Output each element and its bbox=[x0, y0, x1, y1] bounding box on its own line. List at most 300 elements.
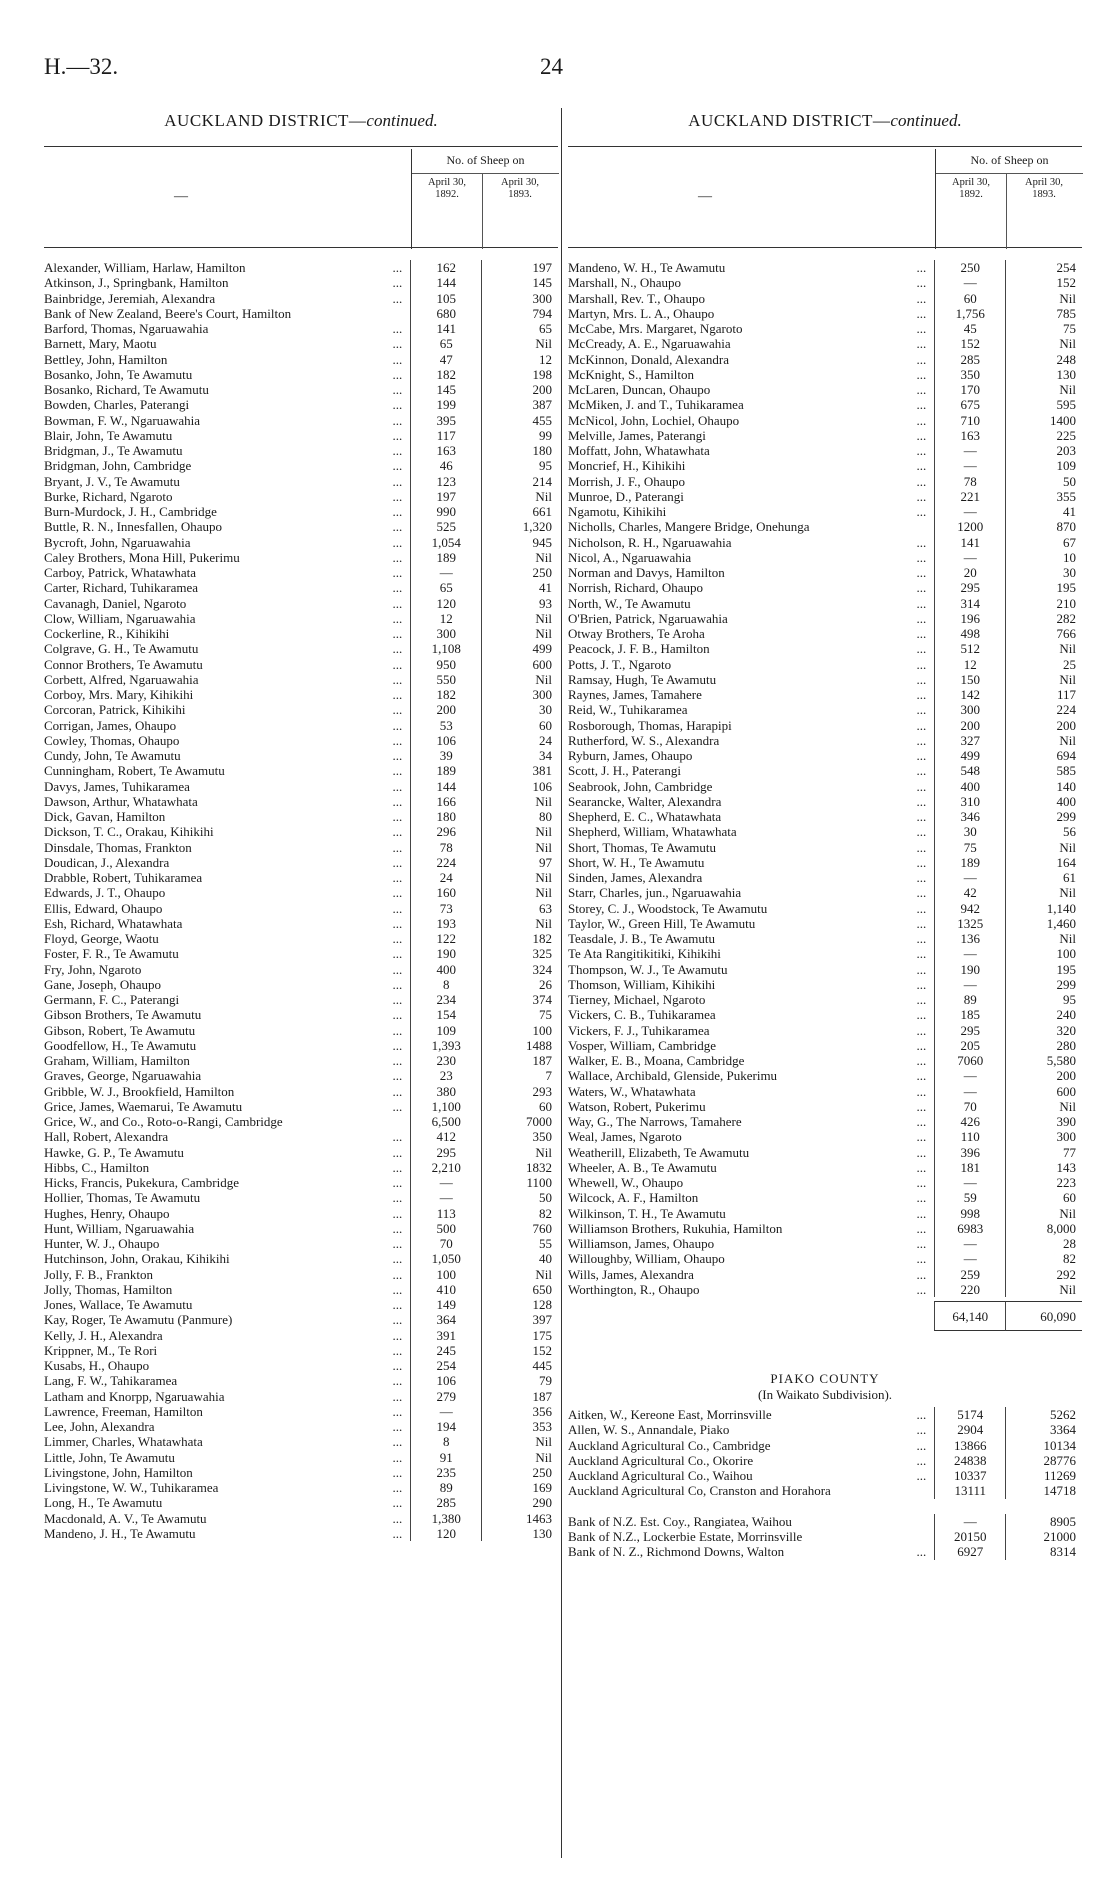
value-1892: 2,210 bbox=[410, 1160, 482, 1175]
value-1893: 100 bbox=[1056, 946, 1076, 962]
value-1892: 182 bbox=[410, 367, 482, 382]
table-row bbox=[568, 1068, 1082, 1083]
right-table-header bbox=[568, 146, 1082, 248]
table-row bbox=[44, 1526, 558, 1541]
value-1892: 30 bbox=[934, 824, 1006, 839]
row-name: Jones, Wallace, Te Awamutu ... bbox=[44, 1297, 403, 1312]
value-1893: 117 bbox=[1056, 687, 1076, 702]
value-1893: 282 bbox=[1056, 610, 1076, 626]
value-1893: 250 bbox=[532, 565, 552, 580]
header-col-1892: April 30, 1892. bbox=[935, 173, 1007, 249]
table-row bbox=[44, 519, 558, 534]
table-row bbox=[44, 977, 558, 992]
table-row bbox=[568, 275, 1082, 290]
value-1892: 285 bbox=[934, 352, 1006, 367]
value-1892: 245 bbox=[410, 1343, 482, 1358]
value-1893: 5,580 bbox=[1046, 1053, 1076, 1068]
value-1892: 950 bbox=[410, 657, 482, 672]
value-1892: 310 bbox=[934, 794, 1006, 809]
value-1892: 42 bbox=[934, 885, 1006, 900]
value-1893: 1832 bbox=[526, 1159, 552, 1175]
table-row bbox=[568, 1190, 1082, 1205]
table-row bbox=[568, 611, 1082, 626]
left-table-header bbox=[44, 146, 558, 248]
value-1893: 8314 bbox=[1050, 1544, 1076, 1560]
value-1892: 7060 bbox=[934, 1053, 1006, 1068]
value-1893: 187 bbox=[532, 1053, 552, 1068]
table-row bbox=[568, 962, 1082, 977]
row-name: Bycroft, John, Ngaruawahia ... bbox=[44, 534, 403, 550]
value-1892: 380 bbox=[410, 1084, 482, 1099]
value-1893: 290 bbox=[532, 1495, 552, 1511]
value-1892: — bbox=[934, 977, 1006, 992]
row-name: Bosanko, John, Te Awamutu ... bbox=[44, 366, 403, 382]
value-1893: 650 bbox=[532, 1281, 552, 1297]
row-name: Taylor, W., Green Hill, Te Awamutu ... bbox=[568, 915, 927, 931]
value-1892: 512 bbox=[934, 641, 1006, 656]
value-1892: 170 bbox=[934, 382, 1006, 397]
value-1893: 248 bbox=[1056, 351, 1076, 367]
table-row bbox=[568, 779, 1082, 794]
table-row bbox=[44, 1114, 558, 1129]
row-name: Williamson, James, Ohaupo ... bbox=[568, 1236, 927, 1251]
value-1892: 105 bbox=[410, 291, 482, 306]
value-1893: Nil bbox=[535, 824, 552, 840]
value-1892: 89 bbox=[934, 992, 1006, 1007]
value-1892: 106 bbox=[410, 1373, 482, 1388]
value-1892: 295 bbox=[410, 1145, 482, 1160]
value-1893: 14718 bbox=[1043, 1483, 1076, 1499]
value-1892: 498 bbox=[934, 626, 1006, 641]
value-1893: Nil bbox=[535, 1266, 552, 1282]
table-row bbox=[568, 672, 1082, 687]
totals-row bbox=[568, 1301, 1082, 1331]
value-1893: 128 bbox=[532, 1297, 552, 1312]
table-row bbox=[568, 809, 1082, 824]
row-name: Watson, Robert, Pukerimu ... bbox=[568, 1098, 927, 1114]
row-name: Alexander, William, Harlaw, Hamilton ... bbox=[44, 260, 403, 275]
row-name: Dickson, T. C., Orakau, Kihikihi ... bbox=[44, 824, 403, 840]
table-row bbox=[44, 1038, 558, 1053]
value-1893: 11269 bbox=[1043, 1468, 1076, 1483]
value-1893: Nil bbox=[535, 793, 552, 809]
table-row bbox=[44, 1297, 558, 1312]
table-row bbox=[568, 1023, 1082, 1038]
table-row bbox=[44, 1480, 558, 1495]
row-name: Walker, E. B., Moana, Cambridge ... bbox=[568, 1053, 927, 1068]
row-name: Ryburn, James, Ohaupo ... bbox=[568, 748, 927, 763]
table-row bbox=[568, 367, 1082, 382]
value-1892: 235 bbox=[410, 1465, 482, 1480]
table-row bbox=[44, 1145, 558, 1160]
value-1892: 412 bbox=[410, 1129, 482, 1144]
table-row bbox=[568, 1236, 1082, 1251]
value-1892: 150 bbox=[934, 672, 1006, 687]
row-name: McCready, A. E., Ngaruawahia ... bbox=[568, 336, 927, 352]
header-group: No. of Sheep on bbox=[935, 149, 1083, 174]
value-1893: Nil bbox=[535, 610, 552, 626]
row-name: Kusabs, H., Ohaupo ... bbox=[44, 1358, 403, 1373]
value-1893: 7 bbox=[545, 1068, 552, 1084]
value-1892: 680 bbox=[410, 306, 482, 321]
value-1892: 106 bbox=[410, 733, 482, 748]
right-rows bbox=[568, 260, 1082, 1297]
value-1893: 60 bbox=[539, 717, 552, 733]
table-row bbox=[44, 809, 558, 824]
value-1892: — bbox=[934, 1514, 1006, 1529]
value-1892: 185 bbox=[934, 1007, 1006, 1022]
value-1893: Nil bbox=[1059, 885, 1076, 901]
table-row bbox=[44, 489, 558, 504]
row-name: Cockerline, R., Kihikihi ... bbox=[44, 626, 403, 641]
table-row bbox=[568, 596, 1082, 611]
row-name: Starr, Charles, jun., Ngaruawahia ... bbox=[568, 885, 927, 901]
table-row bbox=[44, 474, 558, 489]
value-1893: 1463 bbox=[526, 1510, 552, 1526]
value-1892: 942 bbox=[934, 901, 1006, 916]
row-name: Hibbs, C., Hamilton ... bbox=[44, 1159, 403, 1175]
row-name: Corbett, Alfred, Ngaruawahia ... bbox=[44, 671, 403, 687]
value-1892: 53 bbox=[410, 718, 482, 733]
table-row bbox=[568, 1529, 1082, 1544]
value-1892: 60 bbox=[934, 291, 1006, 306]
value-1893: Nil bbox=[535, 626, 552, 641]
row-name: Hunt, William, Ngaruawahia ... bbox=[44, 1220, 403, 1236]
value-1892: 6983 bbox=[934, 1221, 1006, 1236]
table-row bbox=[44, 458, 558, 473]
value-1893: 320 bbox=[1056, 1022, 1076, 1038]
table-row bbox=[44, 733, 558, 748]
row-name: Carboy, Patrick, Whatawhata ... bbox=[44, 565, 403, 580]
table-row bbox=[568, 1145, 1082, 1160]
value-1892: 197 bbox=[410, 489, 482, 504]
table-row bbox=[568, 443, 1082, 458]
value-1893: 130 bbox=[532, 1525, 552, 1541]
value-1893: 200 bbox=[532, 382, 552, 397]
table-row bbox=[568, 489, 1082, 504]
row-name: Seabrook, John, Cambridge ... bbox=[568, 778, 927, 794]
table-row bbox=[44, 1068, 558, 1083]
row-name: Wilcock, A. F., Hamilton ... bbox=[568, 1190, 927, 1206]
value-1892: 259 bbox=[934, 1267, 1006, 1282]
value-1893: 55 bbox=[539, 1236, 552, 1251]
row-name: Corrigan, James, Ohaupo ... bbox=[44, 717, 403, 733]
value-1893: 7000 bbox=[526, 1114, 552, 1129]
value-1893: 293 bbox=[532, 1083, 552, 1099]
row-name: Shepherd, William, Whatawhata ... bbox=[568, 824, 927, 840]
value-1892: 1,050 bbox=[410, 1251, 482, 1266]
value-1893: Nil bbox=[1059, 1098, 1076, 1114]
table-row bbox=[568, 504, 1082, 519]
table-row bbox=[44, 870, 558, 885]
row-name: Wills, James, Alexandra ... bbox=[568, 1266, 927, 1282]
table-row bbox=[568, 1453, 1082, 1468]
value-1892: — bbox=[934, 1175, 1006, 1190]
table-row bbox=[44, 413, 558, 428]
row-name: Bridgman, J., Te Awamutu ... bbox=[44, 443, 403, 458]
row-name: Bank of N. Z., Richmond Downs, Walton ... bbox=[568, 1544, 927, 1560]
row-name: Cundy, John, Te Awamutu ... bbox=[44, 748, 403, 763]
table-row bbox=[568, 535, 1082, 550]
value-1892: 70 bbox=[934, 1099, 1006, 1114]
table-row bbox=[568, 840, 1082, 855]
table-row bbox=[44, 306, 558, 321]
value-1892: 234 bbox=[410, 992, 482, 1007]
value-1892: 396 bbox=[934, 1145, 1006, 1160]
table-row bbox=[44, 1343, 558, 1358]
value-1893: 3364 bbox=[1050, 1422, 1076, 1438]
value-1892: 123 bbox=[410, 474, 482, 489]
table-row bbox=[568, 733, 1082, 748]
value-1892: 710 bbox=[934, 413, 1006, 428]
table-row bbox=[44, 748, 558, 763]
row-name: McLaren, Duncan, Ohaupo ... bbox=[568, 382, 927, 397]
value-1892: 285 bbox=[410, 1495, 482, 1510]
value-1892: 24838 bbox=[934, 1453, 1006, 1468]
value-1892: 12 bbox=[934, 657, 1006, 672]
table-row bbox=[44, 352, 558, 367]
row-name: McMiken, J. and T., Tuhikaramea ... bbox=[568, 397, 927, 413]
table-row bbox=[44, 901, 558, 916]
row-name: Dick, Gavan, Hamilton ... bbox=[44, 809, 403, 824]
value-1893: 595 bbox=[1056, 397, 1076, 413]
row-name: Lee, John, Alexandra ... bbox=[44, 1419, 403, 1434]
value-1893: 50 bbox=[1063, 473, 1076, 489]
row-name: Moncrief, H., Kihikihi ... bbox=[568, 458, 927, 474]
value-1893: 140 bbox=[1056, 778, 1076, 794]
table-row bbox=[568, 641, 1082, 656]
value-1892: 1,100 bbox=[410, 1099, 482, 1114]
row-name: Wheeler, A. B., Te Awamutu ... bbox=[568, 1159, 927, 1175]
value-1892: 144 bbox=[410, 275, 482, 290]
value-1892: 45 bbox=[934, 321, 1006, 336]
row-name: Long, H., Te Awamutu ... bbox=[44, 1495, 403, 1511]
value-1892: 550 bbox=[410, 672, 482, 687]
table-row bbox=[44, 1206, 558, 1221]
value-1892: 525 bbox=[410, 519, 482, 534]
piako-section-heading bbox=[568, 1371, 1082, 1403]
row-name: Munroe, D., Paterangi ... bbox=[568, 488, 927, 504]
value-1892: 189 bbox=[410, 550, 482, 565]
row-name: Hutchinson, John, Orakau, Kihikihi ... bbox=[44, 1251, 403, 1267]
value-1893: Nil bbox=[535, 549, 552, 565]
row-name: Way, G., The Narrows, Tamahere ... bbox=[568, 1114, 927, 1129]
table-row bbox=[44, 779, 558, 794]
table-row bbox=[44, 1450, 558, 1465]
row-name: Jolly, Thomas, Hamilton ... bbox=[44, 1281, 403, 1297]
table-row bbox=[44, 687, 558, 702]
table-row bbox=[568, 291, 1082, 306]
value-1893: 350 bbox=[532, 1129, 552, 1145]
row-name: Auckland Agricultural Co, Cranston and Horahora bbox=[568, 1483, 831, 1499]
value-1892: 346 bbox=[934, 809, 1006, 824]
value-1893: Nil bbox=[1059, 931, 1076, 946]
row-name: Te Ata Rangitikitiki, Kihikihi ... bbox=[568, 946, 927, 962]
table-row bbox=[568, 718, 1082, 733]
value-1893: 325 bbox=[532, 946, 552, 962]
value-1893: 1488 bbox=[526, 1037, 552, 1053]
value-1892: 89 bbox=[410, 1480, 482, 1495]
value-1893: 766 bbox=[1056, 626, 1076, 641]
table-row bbox=[44, 1389, 558, 1404]
row-name: Rosborough, Thomas, Harapipi ... bbox=[568, 717, 927, 733]
table-row bbox=[568, 1267, 1082, 1282]
row-name: Willoughby, William, Ohaupo ... bbox=[568, 1251, 927, 1267]
value-1892: 190 bbox=[410, 946, 482, 961]
row-name: Lawrence, Freeman, Hamilton ... bbox=[44, 1403, 403, 1419]
table-row bbox=[568, 1544, 1082, 1559]
table-row bbox=[568, 1084, 1082, 1099]
row-name: Latham and Knorpp, Ngaruawahia ... bbox=[44, 1388, 403, 1404]
value-1892: 426 bbox=[934, 1114, 1006, 1129]
header-col-1892: April 30, 1892. bbox=[411, 173, 483, 249]
table-row bbox=[44, 1267, 558, 1282]
table-row bbox=[568, 474, 1082, 489]
value-1893: 203 bbox=[1056, 443, 1076, 458]
value-1893: 600 bbox=[532, 656, 552, 672]
row-name: Foster, F. R., Te Awamutu ... bbox=[44, 946, 403, 962]
value-1893: 50 bbox=[539, 1190, 552, 1206]
value-1892: — bbox=[934, 1068, 1006, 1083]
value-1893: 109 bbox=[1056, 458, 1076, 474]
value-1893: 381 bbox=[532, 763, 552, 779]
row-name: Hunter, W. J., Ohaupo ... bbox=[44, 1236, 403, 1251]
value-1893: 187 bbox=[532, 1388, 552, 1404]
table-row bbox=[568, 870, 1082, 885]
row-name: Hicks, Francis, Pukekura, Cambridge ... bbox=[44, 1175, 403, 1190]
value-1893: 34 bbox=[539, 748, 552, 763]
value-1892: 78 bbox=[934, 474, 1006, 489]
value-1893: 40 bbox=[539, 1251, 552, 1267]
table-row bbox=[568, 428, 1082, 443]
table-row bbox=[44, 1419, 558, 1434]
row-name: Cowley, Thomas, Ohaupo ... bbox=[44, 732, 403, 748]
table-row bbox=[44, 763, 558, 778]
document-code: H.—32. bbox=[44, 54, 119, 79]
row-name: Colgrave, G. H., Te Awamutu ... bbox=[44, 641, 403, 657]
value-1892: 120 bbox=[410, 1526, 482, 1541]
value-1893: Nil bbox=[1059, 671, 1076, 687]
value-1892: 194 bbox=[410, 1419, 482, 1434]
value-1892: 1,380 bbox=[410, 1511, 482, 1526]
value-1893: 130 bbox=[1056, 366, 1076, 382]
value-1893: 61 bbox=[1063, 870, 1076, 885]
row-name: Nicholls, Charles, Mangere Bridge, Onehunga bbox=[568, 519, 810, 535]
value-1893: 794 bbox=[532, 305, 552, 321]
table-row bbox=[44, 626, 558, 641]
value-1892: 136 bbox=[934, 931, 1006, 946]
table-row bbox=[568, 1114, 1082, 1129]
value-1893: 300 bbox=[1056, 1129, 1076, 1145]
row-name: Esh, Richard, Whatawhata ... bbox=[44, 915, 403, 931]
table-row bbox=[568, 1407, 1082, 1422]
value-1892: 350 bbox=[934, 367, 1006, 382]
row-name: Blair, John, Te Awamutu ... bbox=[44, 427, 403, 443]
value-1892: 193 bbox=[410, 916, 482, 931]
table-row bbox=[568, 748, 1082, 763]
row-name: Weatherill, Elizabeth, Te Awamutu ... bbox=[568, 1144, 927, 1160]
table-row bbox=[44, 382, 558, 397]
table-row bbox=[568, 260, 1082, 275]
row-name: Bank of N.Z. Est. Coy., Rangiatea, Waihou bbox=[568, 1513, 792, 1529]
table-row bbox=[568, 824, 1082, 839]
row-name: Peacock, J. F. B., Hamilton ... bbox=[568, 641, 927, 657]
table-row bbox=[44, 1511, 558, 1526]
table-row bbox=[568, 916, 1082, 931]
value-1892: 154 bbox=[410, 1007, 482, 1022]
table-row bbox=[44, 1084, 558, 1099]
value-1892: 144 bbox=[410, 779, 482, 794]
value-1892: 1325 bbox=[934, 916, 1006, 931]
value-1892: 162 bbox=[410, 260, 482, 275]
value-1893: 95 bbox=[539, 458, 552, 474]
value-1892: 500 bbox=[410, 1221, 482, 1236]
value-1892: 166 bbox=[410, 794, 482, 809]
value-1893: 93 bbox=[539, 595, 552, 611]
value-1893: 8905 bbox=[1050, 1513, 1076, 1529]
value-1893: 30 bbox=[1063, 565, 1076, 580]
table-row bbox=[44, 718, 558, 733]
row-name: Vickers, C. B., Tuhikaramea ... bbox=[568, 1007, 927, 1023]
row-name: Dawson, Arthur, Whatawhata ... bbox=[44, 793, 403, 809]
row-name: Carter, Richard, Tuhikaramea ... bbox=[44, 580, 403, 596]
row-name: Kelly, J. H., Alexandra ... bbox=[44, 1327, 403, 1343]
value-1893: 143 bbox=[1056, 1159, 1076, 1175]
table-row bbox=[44, 1404, 558, 1419]
row-name: Burn-Murdock, J. H., Cambridge ... bbox=[44, 504, 403, 519]
value-1893: 390 bbox=[1056, 1114, 1076, 1129]
row-name: Gibson Brothers, Te Awamutu ... bbox=[44, 1007, 403, 1023]
table-row bbox=[568, 1282, 1082, 1297]
value-1893: 224 bbox=[1056, 702, 1076, 718]
value-1893: 1400 bbox=[1050, 412, 1076, 428]
row-name: Connor Brothers, Te Awamutu ... bbox=[44, 656, 403, 672]
value-1893: 60 bbox=[1063, 1190, 1076, 1206]
table-row bbox=[44, 1282, 558, 1297]
table-row bbox=[44, 565, 558, 580]
value-1893: Nil bbox=[1059, 641, 1076, 657]
right-title: AUCKLAND DISTRICT—continued. bbox=[688, 111, 962, 130]
value-1892: — bbox=[410, 565, 482, 580]
value-1893: Nil bbox=[535, 1449, 552, 1465]
value-1892: — bbox=[934, 504, 1006, 519]
table-row bbox=[44, 397, 558, 412]
row-name: Vosper, William, Cambridge ... bbox=[568, 1037, 927, 1053]
row-name: Auckland Agricultural Co., Waihou ... bbox=[568, 1468, 927, 1483]
row-name: Livingstone, John, Hamilton ... bbox=[44, 1464, 403, 1480]
value-1893: 353 bbox=[532, 1419, 552, 1434]
value-1893: Nil bbox=[1059, 290, 1076, 306]
value-1893: 387 bbox=[532, 397, 552, 413]
table-row bbox=[568, 397, 1082, 412]
left-title: AUCKLAND DISTRICT—continued. bbox=[164, 111, 438, 130]
table-row bbox=[44, 1495, 558, 1510]
row-name: Bank of N.Z., Lockerbie Estate, Morrinsville bbox=[568, 1529, 803, 1544]
value-1892: 59 bbox=[934, 1190, 1006, 1205]
value-1893: Nil bbox=[535, 870, 552, 885]
value-1892: 295 bbox=[934, 1023, 1006, 1038]
value-1892: 141 bbox=[410, 321, 482, 336]
value-1892: 1,393 bbox=[410, 1038, 482, 1053]
value-1893: 280 bbox=[1056, 1037, 1076, 1053]
row-name: Davys, James, Tuhikaramea ... bbox=[44, 778, 403, 794]
value-1893: 585 bbox=[1056, 763, 1076, 779]
row-name: Bryant, J. V., Te Awamutu ... bbox=[44, 473, 403, 489]
value-1893: 1,460 bbox=[1046, 915, 1076, 931]
value-1892: — bbox=[934, 443, 1006, 458]
table-row bbox=[44, 611, 558, 626]
row-name: Kay, Roger, Te Awamutu (Panmure) ... bbox=[44, 1312, 403, 1328]
